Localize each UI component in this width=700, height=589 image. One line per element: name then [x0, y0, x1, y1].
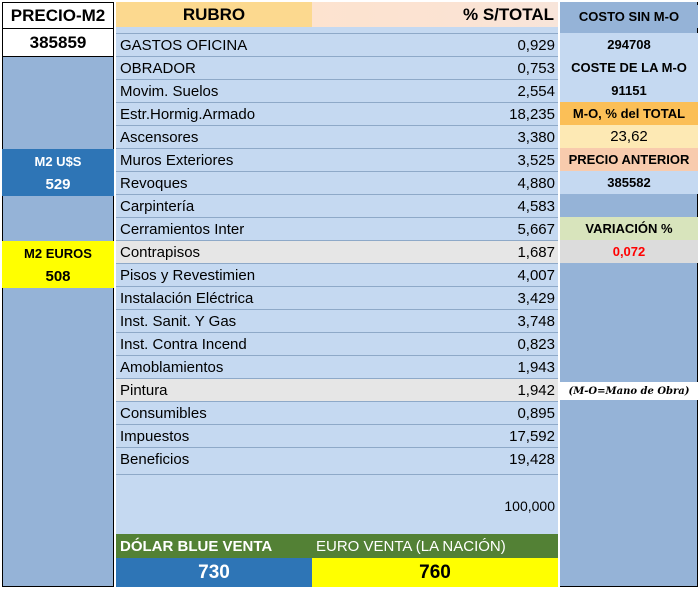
m2-usd-label[interactable]: M2 U$S [2, 149, 114, 173]
row-value: 3,748 [517, 312, 555, 330]
row-name: Amoblamientos [120, 358, 224, 376]
row-value: 1,687 [439, 244, 558, 261]
row-value: 17,592 [509, 427, 555, 445]
row-name: Movim. Suelos [120, 82, 219, 100]
table-row[interactable] [116, 56, 558, 79]
row-name: Inst. Sanit. Y Gas [120, 312, 237, 330]
row-name: Pintura [116, 382, 439, 399]
row-value: 1,943 [517, 358, 555, 376]
precio-anterior-label[interactable]: PRECIO ANTERIOR [560, 148, 698, 171]
row-value: 3,380 [517, 128, 555, 146]
row-value: 0,823 [517, 335, 555, 353]
dolar-blue-label[interactable]: DÓLAR BLUE VENTA [116, 534, 312, 558]
mo-pct-label[interactable]: M-O, % del TOTAL [560, 102, 698, 125]
row-name: Beneficios [120, 450, 190, 468]
row-name: OBRADOR [120, 59, 196, 77]
table-row[interactable] [116, 240, 558, 263]
row-name: Muros Exteriores [120, 151, 234, 169]
table-row[interactable] [116, 125, 558, 148]
row-value: 4,880 [517, 174, 555, 192]
table-row[interactable] [116, 217, 558, 240]
table-row[interactable] [116, 355, 558, 378]
table-row[interactable] [116, 79, 558, 102]
table-row[interactable] [116, 148, 558, 171]
row-value: 1,942 [439, 382, 558, 399]
row-value: 3,429 [517, 289, 555, 307]
row-value: 3,525 [517, 151, 555, 169]
table-row[interactable] [116, 102, 558, 125]
row-value: 0,753 [517, 59, 555, 77]
row-value: 5,667 [517, 220, 555, 238]
dolar-blue-value[interactable]: 730 [116, 558, 312, 587]
row-name: Instalación Eléctrica [120, 289, 254, 307]
row-name: Pisos y Revestimien [120, 266, 256, 284]
row-name: Estr.Hormig.Armado [120, 105, 256, 123]
table-row[interactable] [116, 194, 558, 217]
m2-euros-value[interactable]: 508 [2, 265, 114, 288]
table-row[interactable] [116, 378, 558, 401]
rubro-header[interactable]: RUBRO [116, 2, 312, 27]
row-name: Revoques [120, 174, 188, 192]
variacion-label[interactable]: VARIACIÓN % [560, 217, 698, 240]
m2-usd-value[interactable]: 529 [2, 173, 114, 196]
mo-note: (M-O=Mano de Obra) [560, 382, 698, 400]
precio-m2-value[interactable]: 385859 [2, 29, 114, 57]
table-row[interactable] [116, 401, 558, 424]
row-value: 19,428 [509, 450, 555, 468]
row-name: Consumibles [120, 404, 207, 422]
row-name: Inst. Contra Incend [120, 335, 247, 353]
costo-sin-mo-label[interactable]: COSTO SIN M-O [560, 5, 698, 28]
euro-venta-label[interactable]: EURO VENTA (LA NACIÓN) [312, 534, 558, 558]
table-row[interactable] [116, 309, 558, 332]
row-name: Ascensores [120, 128, 199, 146]
row-value: 18,235 [509, 105, 555, 123]
mo-pct-value[interactable]: 23,62 [560, 125, 698, 148]
pct-total-header[interactable]: % S/TOTAL [312, 2, 558, 27]
table-row[interactable] [116, 286, 558, 309]
costo-sin-mo-value[interactable]: 294708 [560, 33, 698, 56]
row-name: Carpintería [120, 197, 195, 215]
table-row[interactable] [116, 171, 558, 194]
left-column-background [2, 57, 114, 587]
precio-anterior-value[interactable]: 385582 [560, 171, 698, 194]
table-row[interactable] [116, 424, 558, 447]
row-value: 0,929 [517, 36, 555, 54]
table-row[interactable] [116, 263, 558, 286]
row-name: Contrapisos [116, 244, 439, 261]
table-row[interactable] [116, 332, 558, 355]
row-name: Cerramientos Inter [120, 220, 245, 238]
total-value[interactable]: 100,000 [116, 474, 558, 516]
m2-euros-label[interactable]: M2 EUROS [2, 241, 114, 265]
row-value: 4,007 [517, 266, 555, 284]
coste-mo-value[interactable]: 91151 [560, 79, 698, 102]
table-row[interactable] [116, 447, 558, 470]
precio-m2-label[interactable]: PRECIO-M2 [2, 2, 114, 29]
row-name: GASTOS OFICINA [120, 36, 248, 54]
row-name: Impuestos [120, 427, 190, 445]
row-value: 4,583 [517, 197, 555, 215]
variacion-value[interactable]: 0,072 [560, 240, 698, 263]
table-row[interactable] [116, 33, 558, 56]
row-value: 0,895 [517, 404, 555, 422]
euro-venta-value[interactable]: 760 [312, 558, 558, 587]
row-value: 2,554 [517, 82, 555, 100]
coste-mo-label[interactable]: COSTE DE LA M-O [560, 56, 698, 79]
